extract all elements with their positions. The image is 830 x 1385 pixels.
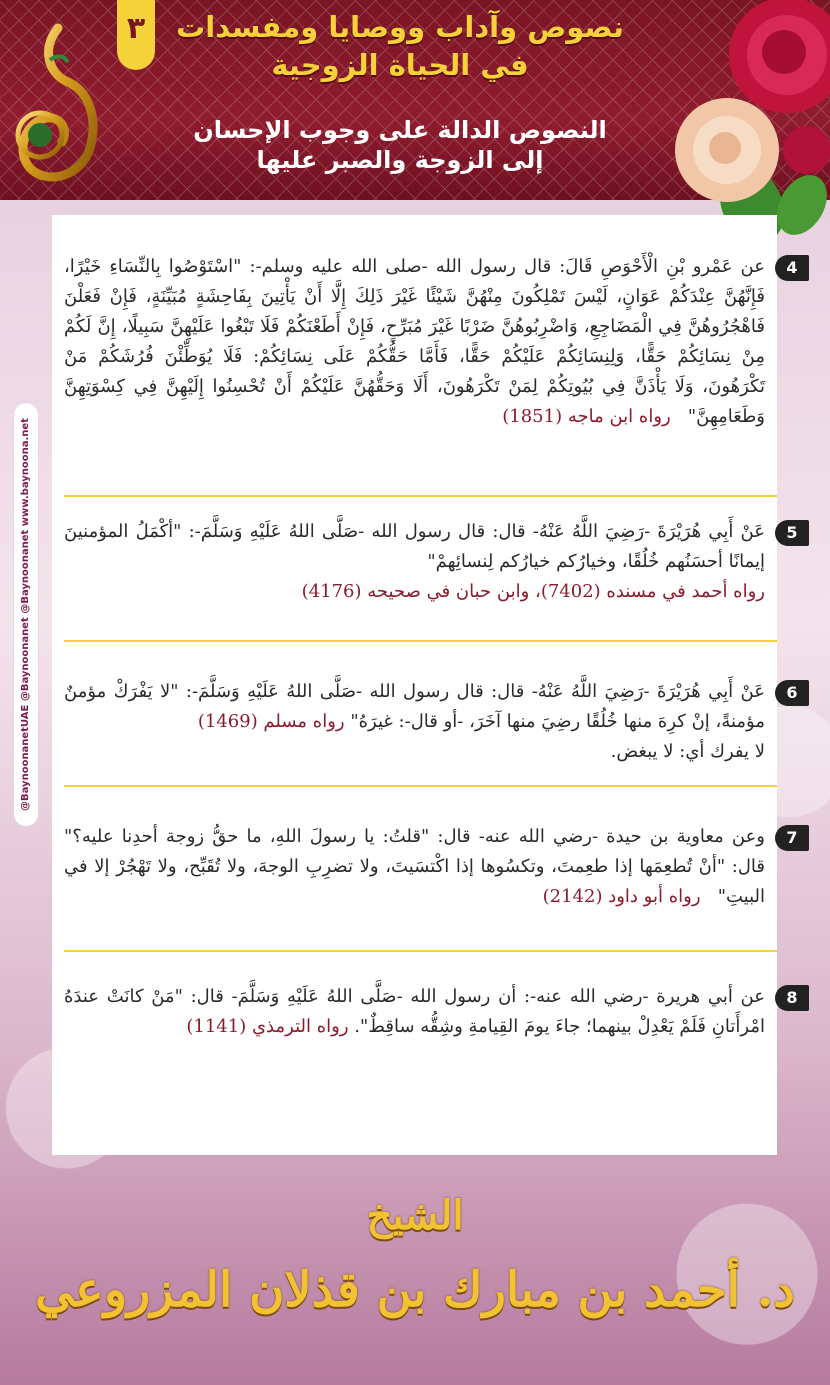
hadith-item-4	[52, 255, 798, 485]
hadith-item-8	[52, 985, 798, 1055]
hadith-card	[52, 215, 798, 1155]
hadith-text	[64, 677, 765, 767]
title-line-2: في الحياة الزوجية	[271, 48, 529, 82]
hadith-text	[64, 982, 765, 1042]
hadith-number-badge: 5	[775, 520, 809, 546]
hadith-text	[64, 252, 765, 432]
hadith-body: عَنْ أَبِي هُرَيْرَةَ -رَضِيَ اللَّهُ عَنْهُ- قال: قال رسول الله -صَلَّى اللهُ عَلَيْهِ وَسَلَّمَ-: "لا يَفْرَكْ مؤمنٌ مؤمنةً، إنْ كرِهَ منها خُلُقًا رضِيَ منها آخَرَ، -أو قال-: غيرَهُ"	[64, 681, 765, 732]
page-title	[150, 8, 650, 84]
separator-line	[64, 495, 777, 497]
calligraphy-logo-icon	[10, 20, 110, 190]
hadith-item-5	[52, 520, 798, 620]
hadith-body: وعن معاوية بن حيدة -رضي الله عنه- قال: "قلتُ: يا رسولَ اللهِ، ما حقُّ زوجة أحدِنا عليه؟" قال: "أنْ تُطعِمَها إذا طعِمتَ، وتكسُوها إذا اكْتسَيتَ، ولا تضرِبِ الوجهَ، ولا تُقَبِّح، ولا تَهْجُرْ إلا في البيتِ"	[64, 826, 765, 907]
hadith-number-badge: 6	[775, 680, 809, 706]
hadith-number-badge: 4	[775, 255, 809, 281]
separator-line	[64, 950, 777, 952]
series-number-tab: ٣	[117, 0, 155, 70]
hadith-text	[64, 822, 765, 912]
footer-signature	[0, 1170, 830, 1385]
social-handles-text: @BaynoonanetUAE @Baynoonanet @Baynoonanet www.baynoona.net	[20, 418, 31, 811]
hadith-source: رواه الترمذي (1141)	[186, 1016, 349, 1037]
hadith-source: رواه مسلم (1469)	[197, 711, 345, 732]
hadith-source: رواه أحمد في مسنده (7402)، وابن حبان في صحيحه (4176)	[301, 581, 765, 602]
hadith-body: عَنْ أَبِي هُرَيْرَةَ -رَضِيَ اللَّهُ عَنْهُ- قال: قال رسول الله -صَلَّى اللهُ عَلَيْهِ وَسَلَّمَ-: "أكْمَلُ المؤمنينَ إيمانًا أحسَنُهم خُلُقًا، وخيارُكم خيارُكم لِنسائِهمْ"	[64, 521, 765, 572]
hadith-item-7	[52, 825, 798, 925]
separator-line	[64, 640, 777, 642]
hadith-source: رواه ابن ماجه (1851)	[502, 406, 671, 427]
separator-line	[64, 785, 777, 787]
hadith-source: رواه أبو داود (2142)	[542, 886, 701, 907]
sheikh-title: الشيخ	[366, 1192, 464, 1239]
page-subtitle	[150, 115, 650, 175]
hadith-body: عن عَمْرو بْنِ الْأَحْوَصِ قَالَ: قال رسول الله -صلى الله عليه وسلم-: "اسْتَوْصُوا بِالنِّسَاءِ خَيْرًا، فَإِنَّهُنَّ عِنْدَكُمْ عَوَانٍ، لَيْسَ تَمْلِكُونَ مِنْهُنَّ شَيْئًا غَيْرَ ذَلِكَ إِلَّا أَنْ يَأْتِينَ بِفَاحِشَةٍ مُبَيِّنَةٍ، فَإِنْ فَعَلْنَ فَاهْجُرُوهُنَّ فِي الْمَضَاجِعِ، وَاضْرِبُوهُنَّ ضَرْبًا غَيْرَ مُبَرِّحٍ، فَإِنْ أَطَعْنَكُمْ فَلَا تَبْغُوا عَلَيْهِنَّ سَبِيلًا، إِنَّ لَكُمْ مِنْ نِسَائِكُمْ حَقًّا، وَلِنِسَائِكُمْ عَلَيْكُمْ حَقًّا، فَأَمَّا حَقُّكُمْ عَلَى نِسَائِكُمْ: فَلَا يُوَطِّئْنَ فُرُشَكُمْ مَنْ تَكْرَهُونَ، وَلَا يَأْذَنَّ فِي بُيُوتِكُمْ لِمَنْ تَكْرَهُونَ، أَلَا وَحَقُّهُنَّ عَلَيْكُمْ أَنْ تُحْسِنُوا إِلَيْهِنَّ فِي كِسْوَتِهِنَّ وَطَعَامِهِنَّ"	[64, 256, 765, 427]
subtitle-line-2: إلى الزوجة والصبر عليها	[256, 146, 544, 174]
hadith-body: عن أبي هريرة -رضي الله عنه-: أن رسول الله -صَلَّى اللهُ عَلَيْهِ وَسَلَّمَ- قال: "مَنْ كانَتْ عندَهُ امْرأَتانِ فَلَمْ يَعْدِلْ بينهما؛ جاءَ يومَ القِيامةِ وشِقُّه ساقِطٌ".	[64, 986, 765, 1037]
roses-decoration-icon	[672, 0, 830, 250]
hadith-note: لا يفرك أي: لا يبغض.	[610, 741, 765, 762]
hadith-item-6	[52, 680, 798, 785]
subtitle-line-1: النصوص الدالة على وجوب الإحسان	[193, 116, 607, 144]
title-line-1: نصوص وآداب ووصايا ومفسدات	[176, 10, 624, 44]
sheikh-name: د. أحمد بن مبارك بن قذلان المزروعي	[35, 1262, 795, 1318]
hadith-number-badge: 7	[775, 825, 809, 851]
hadith-number-badge: 8	[775, 985, 809, 1011]
hadith-text	[64, 517, 765, 607]
